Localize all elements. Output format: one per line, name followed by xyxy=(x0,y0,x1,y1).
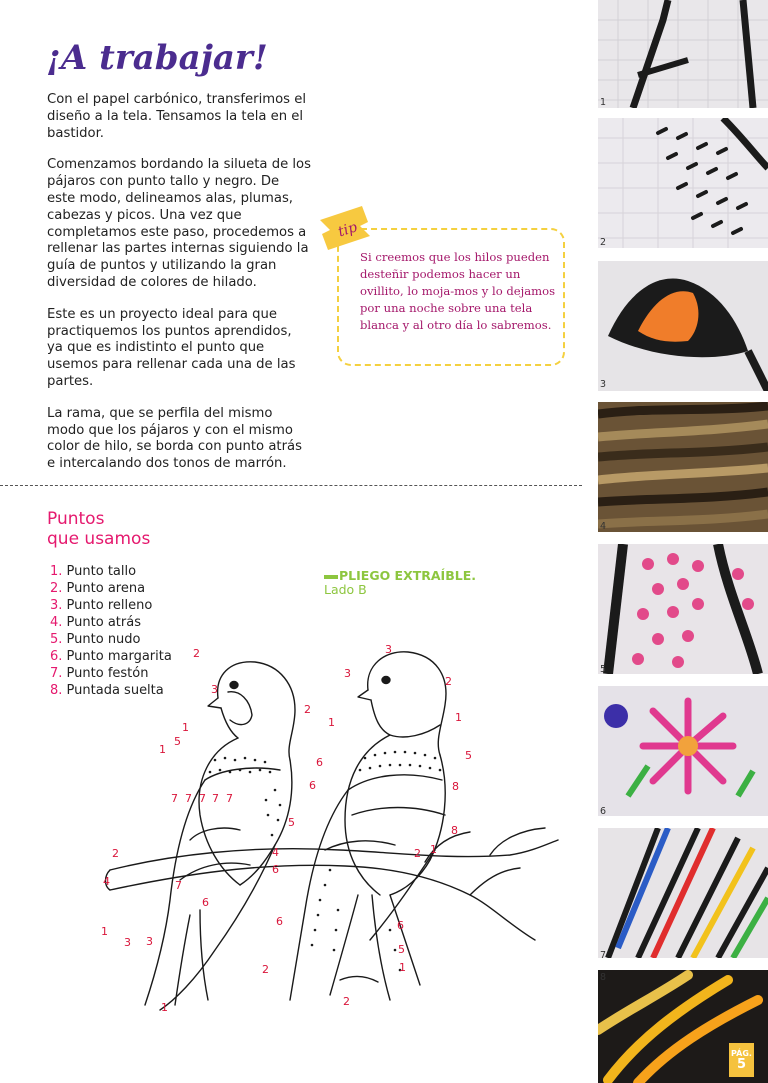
pull-out-title: PLIEGO EXTRAÍBLE. xyxy=(339,568,476,583)
item-number: 7. xyxy=(50,666,63,681)
drawing-label: 1 xyxy=(328,716,335,729)
drawing-label: 4 xyxy=(103,875,110,888)
stitch-photo xyxy=(598,118,768,248)
drawing-label: 5 xyxy=(288,816,295,829)
drawing-label: 7 xyxy=(199,792,206,805)
swallows-pattern-drawing xyxy=(90,640,560,1030)
drawing-label: 7 xyxy=(226,792,233,805)
drawing-label: 2 xyxy=(414,847,421,860)
list-item xyxy=(50,597,172,614)
photo-number: 2 xyxy=(600,237,607,248)
photo-number: 5 xyxy=(600,664,607,675)
tip-label: tip xyxy=(336,219,360,241)
drawing-label: 7 xyxy=(175,879,182,892)
stitch-photo xyxy=(598,686,768,816)
photo-number: 6 xyxy=(600,806,607,817)
intro-paragraph: Comenzamos bordando la silueta de los pájaros con punto tallo y negro. De este modo, delineamos alas, plumas, cabezas y picos. Una vez que completamos este paso, procedemos a rellenar las partes internas siguiendo la guía de puntos y utilizando la gran diversidad de colores de hilado. xyxy=(47,157,311,290)
stitches-heading-line: que usamos xyxy=(47,529,151,549)
drawing-label: 1 xyxy=(159,743,166,756)
drawing-label: 5 xyxy=(398,943,405,956)
photo-number: 8 xyxy=(600,972,607,983)
pull-out-bar xyxy=(324,575,338,579)
drawing-label: 1 xyxy=(399,961,406,974)
drawing-label: 6 xyxy=(272,863,279,876)
stitch-photo xyxy=(598,261,768,391)
drawing-label: 7 xyxy=(185,792,192,805)
drawing-label: 1 xyxy=(430,843,437,856)
item-number: 1. xyxy=(50,564,63,579)
list-item xyxy=(50,563,172,580)
drawing-label: 3 xyxy=(344,667,351,680)
drawing-label: 2 xyxy=(304,703,311,716)
drawing-label: 1 xyxy=(182,721,189,734)
drawing-label: 8 xyxy=(451,824,458,837)
pull-out-note xyxy=(324,569,476,597)
drawing-label: 6 xyxy=(276,915,283,928)
item-number: 5. xyxy=(50,632,63,647)
item-number: 8. xyxy=(50,683,63,698)
item-label: Punto relleno xyxy=(66,598,153,613)
drawing-label: 1 xyxy=(161,1001,168,1014)
page-label: PÁG. xyxy=(731,1049,752,1058)
item-number: 3. xyxy=(50,598,63,613)
intro-paragraph: La rama, que se perfila del mismo modo que los pájaros y con el mismo color de hilo, se borda con punto atrás e intercalando dos tonos de marrón. xyxy=(47,405,302,472)
photo-number: 7 xyxy=(600,950,607,961)
drawing-label: 2 xyxy=(343,995,350,1008)
item-label: Punto festón xyxy=(66,666,149,681)
photo-number: 3 xyxy=(600,379,607,390)
item-label: Puntada suelta xyxy=(66,683,164,698)
page-number: 5 xyxy=(736,1057,747,1072)
item-number: 2. xyxy=(50,581,63,596)
drawing-label: 8 xyxy=(452,780,459,793)
stitch-photo xyxy=(598,544,768,674)
drawing-label: 1 xyxy=(101,925,108,938)
drawing-label: 7 xyxy=(212,792,219,805)
stitch-photo xyxy=(598,0,768,108)
drawing-label: 3 xyxy=(211,683,218,696)
photo-number: 4 xyxy=(600,521,607,532)
drawing-label: 3 xyxy=(385,643,392,656)
drawing-label: 7 xyxy=(171,792,178,805)
list-item xyxy=(50,580,172,597)
stitch-photo xyxy=(598,402,768,532)
intro-paragraph: Este es un proyecto ideal para que practiquemos los puntos aprendidos, ya que es indistinto el punto que usemos para rellenar cada una de las partes. xyxy=(47,306,296,389)
page-title: ¡A trabajar! xyxy=(46,38,268,78)
drawing-label: 6 xyxy=(316,756,323,769)
drawing-label: 2 xyxy=(193,647,200,660)
item-label: Punto margarita xyxy=(66,649,172,664)
drawing-label: 5 xyxy=(465,749,472,762)
stitches-heading xyxy=(47,509,150,549)
tip-ribbon-icon xyxy=(316,202,374,254)
item-label: Punto atrás xyxy=(66,615,141,630)
drawing-label: 3 xyxy=(124,936,131,949)
drawing-label: 2 xyxy=(112,847,119,860)
drawing-label: 3 xyxy=(146,935,153,948)
drawing-label: 6 xyxy=(309,779,316,792)
drawing-label: 2 xyxy=(445,675,452,688)
drawing-label: 2 xyxy=(262,963,269,976)
list-item xyxy=(50,614,172,631)
drawing-label: 4 xyxy=(272,846,279,859)
section-divider xyxy=(0,485,582,486)
item-number: 6. xyxy=(50,649,63,664)
page-number-tag xyxy=(729,1043,754,1077)
stitch-photo xyxy=(598,828,768,958)
tip-text: Si creemos que los hilos pueden desteñir podemos hacer un ovillito, lo moja-mos y lo dejamos por una noche sobre una tela blanca y al otro día lo sabremos. xyxy=(360,250,556,332)
item-label: Punto arena xyxy=(66,581,146,596)
stitches-heading-line: Puntos xyxy=(47,509,105,529)
drawing-label: 6 xyxy=(202,896,209,909)
intro-paragraph: Con el papel carbónico, transferimos el diseño a la tela. Tensamos la tela en el bastidor. xyxy=(47,92,307,141)
drawing-label: 6 xyxy=(397,919,404,932)
photo-number: 1 xyxy=(600,97,607,108)
pull-out-side: Lado B xyxy=(324,582,367,597)
item-number: 4. xyxy=(50,615,63,630)
item-label: Punto tallo xyxy=(66,564,137,579)
intro-text xyxy=(47,92,311,488)
drawing-label: 1 xyxy=(455,711,462,724)
item-label: Punto nudo xyxy=(66,632,141,647)
drawing-label: 5 xyxy=(174,735,181,748)
